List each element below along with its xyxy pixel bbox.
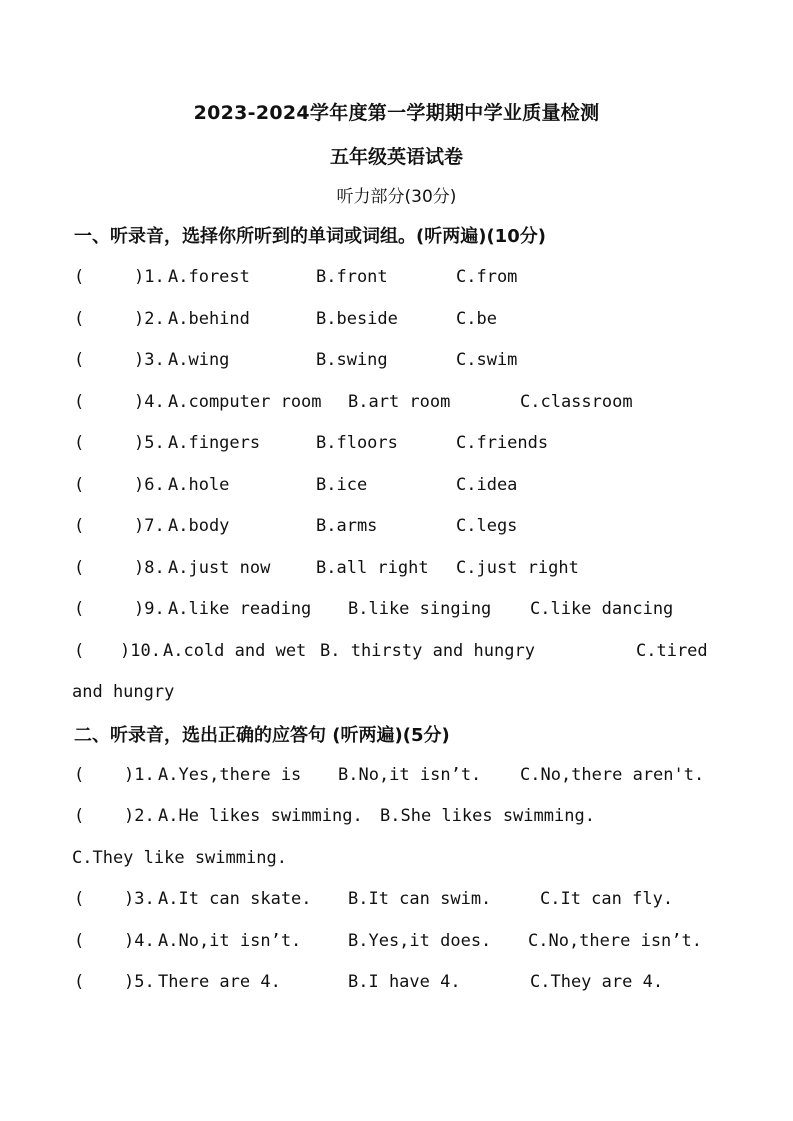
option-c: C.just right bbox=[456, 558, 579, 578]
option-b: B.arms bbox=[316, 516, 378, 536]
answer-paren[interactable]: ( bbox=[74, 599, 85, 619]
option-c: C.No,there isn’t. bbox=[528, 931, 702, 951]
option-a: A.cold and wet bbox=[163, 641, 307, 661]
answer-paren[interactable]: ( bbox=[74, 516, 85, 536]
answer-paren[interactable]: ( bbox=[74, 309, 85, 329]
answer-paren[interactable]: ( bbox=[74, 765, 85, 785]
option-b: B.She likes swimming. bbox=[380, 806, 595, 826]
exam-part: 听力部分(30分) bbox=[336, 187, 457, 207]
option-b: B. thirsty and hungry bbox=[320, 641, 535, 661]
answer-paren[interactable]: ( bbox=[74, 931, 85, 951]
option-b: B.No,it isn’t. bbox=[338, 765, 482, 785]
option-c: C.swim bbox=[456, 350, 518, 370]
answer-paren[interactable]: ( bbox=[74, 350, 85, 370]
option-a: A.No,it isn’t. bbox=[158, 931, 302, 951]
option-b: B.ice bbox=[316, 475, 368, 495]
option-a: A.computer room bbox=[168, 392, 322, 412]
answer-paren[interactable]: ( bbox=[74, 806, 85, 826]
option-b: B.all right bbox=[316, 558, 429, 578]
option-c: C.classroom bbox=[520, 392, 633, 412]
item-number: )4. bbox=[134, 392, 165, 412]
item-number: )5. bbox=[134, 433, 165, 453]
item-number: )2. bbox=[124, 806, 155, 826]
option-a: A.He likes swimming. bbox=[158, 806, 363, 826]
answer-paren[interactable]: ( bbox=[74, 889, 85, 909]
option-b: B.front bbox=[316, 267, 388, 287]
item-number: )6. bbox=[134, 475, 165, 495]
answer-paren[interactable]: ( bbox=[74, 641, 85, 661]
item-number: )2. bbox=[134, 309, 165, 329]
option-b: B.floors bbox=[316, 433, 398, 453]
option-c: C.No,there aren't. bbox=[520, 765, 705, 785]
item-number: )7. bbox=[134, 516, 165, 536]
option-c: C.idea bbox=[456, 475, 518, 495]
answer-paren[interactable]: ( bbox=[74, 433, 85, 453]
option-a: A.behind bbox=[168, 309, 250, 329]
option-a: There are 4. bbox=[158, 972, 281, 992]
option-c: C.It can fly. bbox=[540, 889, 674, 909]
answer-paren[interactable]: ( bbox=[74, 558, 85, 578]
option-c: C.from bbox=[456, 267, 518, 287]
option-a: A.fingers bbox=[168, 433, 261, 453]
answer-paren[interactable]: ( bbox=[74, 972, 85, 992]
option-a: A.hole bbox=[168, 475, 230, 495]
option-c: C.They are 4. bbox=[530, 972, 664, 992]
option-b: B.beside bbox=[316, 309, 398, 329]
option-b: B.I have 4. bbox=[348, 972, 461, 992]
option-c: C.be bbox=[456, 309, 497, 329]
item-number: )1. bbox=[134, 267, 165, 287]
section1-heading: 一、听录音，选择你所听到的单词或词组。(听两遍)(10分) bbox=[74, 226, 546, 247]
item2-wrap: C.They like swimming. bbox=[72, 848, 287, 868]
option-a: A.body bbox=[168, 516, 230, 536]
option-c: C.legs bbox=[456, 516, 518, 536]
option-c: C.like dancing bbox=[530, 599, 674, 619]
item-number: )3. bbox=[124, 889, 155, 909]
item-number: )3. bbox=[134, 350, 165, 370]
answer-paren[interactable]: ( bbox=[74, 475, 85, 495]
item10-wrap: and hungry bbox=[72, 682, 175, 702]
option-a: A.It can skate. bbox=[158, 889, 312, 909]
answer-paren[interactable]: ( bbox=[74, 392, 85, 412]
answer-paren[interactable]: ( bbox=[74, 267, 85, 287]
option-b: B.It can swim. bbox=[348, 889, 492, 909]
option-b: B.swing bbox=[316, 350, 388, 370]
option-b: B.art room bbox=[348, 392, 451, 412]
section2-heading: 二、听录音，选出正确的应答句 (听两遍)(5分) bbox=[74, 725, 450, 746]
option-c: C.friends bbox=[456, 433, 549, 453]
item-number: )10. bbox=[120, 641, 161, 661]
option-b: B.Yes,it does. bbox=[348, 931, 492, 951]
item-number: )4. bbox=[124, 931, 155, 951]
option-b: B.like singing bbox=[348, 599, 492, 619]
exam-title: 2023-2024学年度第一学期期中学业质量检测 bbox=[193, 102, 600, 124]
item-number: )9. bbox=[134, 599, 165, 619]
option-a: A.like reading bbox=[168, 599, 312, 619]
item-number: )8. bbox=[134, 558, 165, 578]
item-number: )1. bbox=[124, 765, 155, 785]
exam-subtitle: 五年级英语试卷 bbox=[329, 146, 463, 168]
option-a: A.Yes,there is bbox=[158, 765, 302, 785]
option-c: C.tired bbox=[636, 641, 708, 661]
option-a: A.forest bbox=[168, 267, 250, 287]
option-a: A.just now bbox=[168, 558, 271, 578]
option-a: A.wing bbox=[168, 350, 230, 370]
item-number: )5. bbox=[124, 972, 155, 992]
